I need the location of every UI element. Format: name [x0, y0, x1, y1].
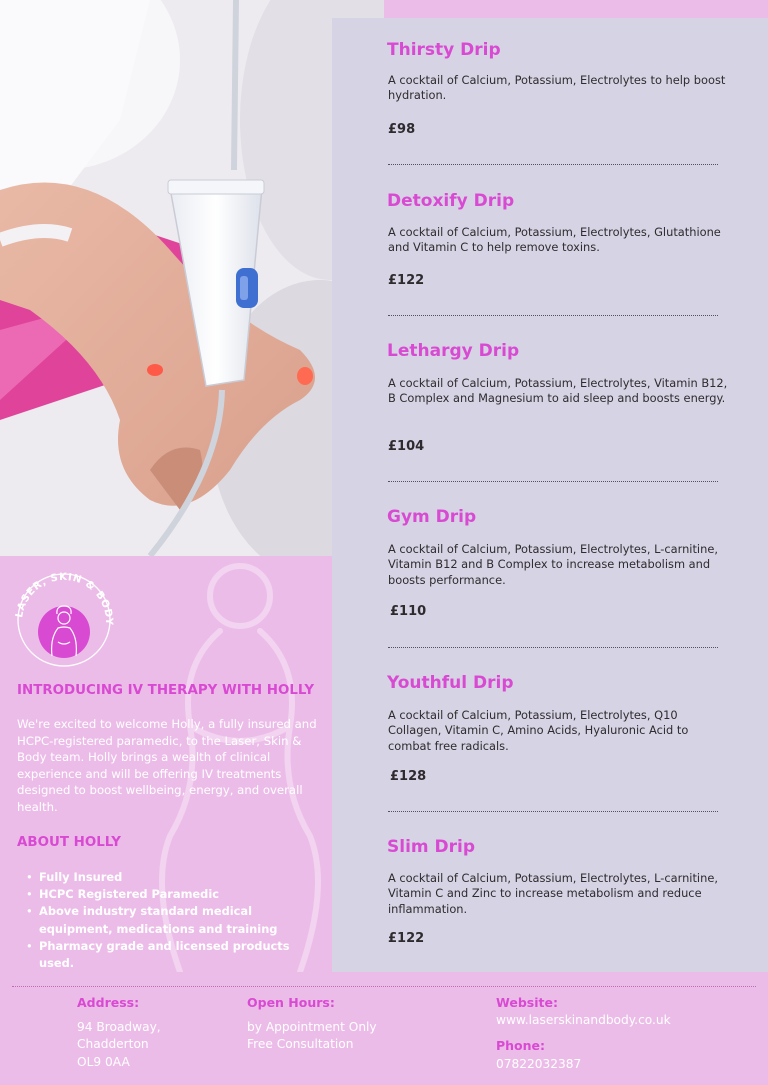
address-line: Chadderton	[77, 1037, 149, 1051]
phone-label: Phone:	[496, 1038, 546, 1053]
drip-price: £110	[390, 604, 427, 619]
divider	[388, 315, 718, 316]
drip-price: £104	[388, 439, 425, 454]
drip-name: Youthful Drip	[387, 673, 514, 693]
list-item: • HCPC Registered Paramedic	[26, 886, 326, 903]
divider	[388, 481, 718, 482]
footer-divider	[12, 986, 756, 987]
drip-description: A cocktail of Calcium, Potassium, Electrolytes to help boost hydration.	[388, 73, 726, 103]
drip-name: Gym Drip	[387, 507, 477, 527]
drip-price: £98	[388, 122, 416, 137]
drip-name: Thirsty Drip	[387, 40, 501, 60]
divider	[388, 647, 718, 648]
list-item: • Fully Insured	[26, 869, 326, 886]
website-link[interactable]: www.laserskinandbody.co.uk	[496, 1013, 671, 1027]
drip-name: Detoxify Drip	[387, 191, 515, 211]
laser-skin-body-logo	[12, 564, 116, 668]
drip-description: A cocktail of Calcium, Potassium, Electrolytes, Glutathione and Vitamin C to help remove toxins.	[388, 225, 721, 255]
phone-number[interactable]: 07822032387	[496, 1057, 582, 1071]
info-panel	[0, 556, 332, 972]
about-list	[26, 869, 326, 972]
drip-description: A cocktail of Calcium, Potassium, Electrolytes, L-carnitine, Vitamin B12 and B Complex to increase metabolism and boosts performance.	[388, 542, 718, 587]
list-item: • Pharmacy grade and licensed products used.	[26, 938, 326, 972]
drip-price: £122	[388, 273, 425, 288]
list-item: • Above industry standard medical equipment, medications and training	[26, 903, 326, 937]
top-accent-strip	[384, 0, 768, 18]
iv-drip-illustration	[0, 0, 384, 556]
address-line: OL9 0AA	[77, 1055, 130, 1069]
drip-description: A cocktail of Calcium, Potassium, Electrolytes, L-carnitine, Vitamin C and Zinc to increase metabolism and reduce inflammation.	[388, 871, 718, 916]
intro-title: INTRODUCING IV THERAPY WITH HOLLY	[17, 683, 315, 698]
hours-line: by Appointment Only	[247, 1020, 377, 1034]
hours-label: Open Hours:	[247, 995, 335, 1010]
hours-line: Free Consultation	[247, 1037, 354, 1051]
drip-price: £128	[390, 769, 427, 784]
iv-drip-photo	[0, 0, 384, 556]
logo-text: LASER, SKIN & BODY	[14, 571, 115, 626]
address-line: 94 Broadway,	[77, 1020, 161, 1034]
drip-price: £122	[388, 931, 425, 946]
website-label: Website:	[496, 995, 558, 1010]
intro-body: We're excited to welcome Holly, a fully insured and HCPC-registered paramedic, to the Laser, Skin & Body team. Holly brings a wealth of clinical experience and will be offering IV treatments designed to boost wellbeing, energy, and overall health.	[17, 717, 317, 814]
drip-name: Slim Drip	[387, 837, 476, 857]
about-title: ABOUT HOLLY	[17, 835, 121, 850]
drip-description: A cocktail of Calcium, Potassium, Electrolytes, Q10 Collagen, Vitamin C, Amino Acids, Hyaluronic Acid to combat free radicals.	[388, 708, 689, 753]
divider	[388, 811, 718, 812]
divider	[388, 164, 718, 165]
address-label: Address:	[77, 995, 140, 1010]
drip-description: A cocktail of Calcium, Potassium, Electrolytes, Vitamin B12, B Complex and Magnesium to aid sleep and boosts energy.	[388, 376, 728, 406]
drip-menu-panel	[332, 18, 768, 972]
drip-name: Lethargy Drip	[387, 341, 520, 361]
